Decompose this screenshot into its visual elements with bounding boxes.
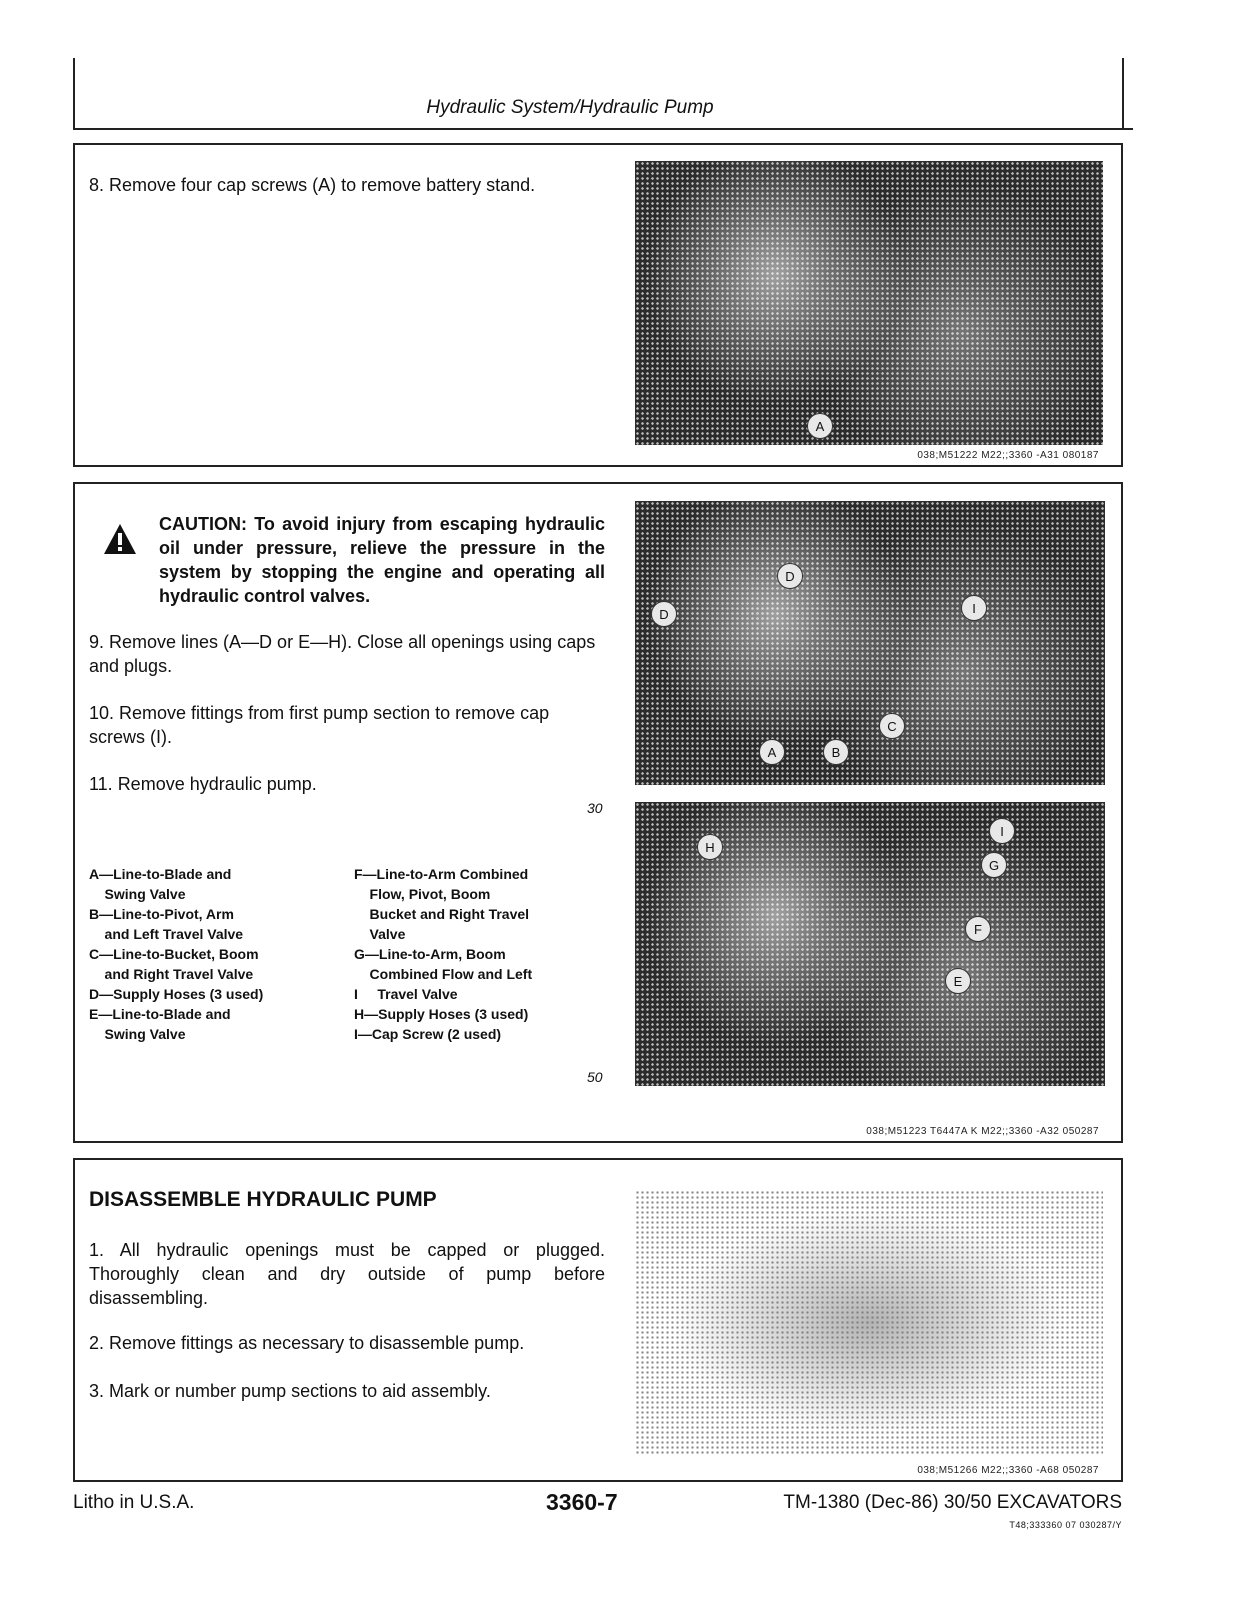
photo-code: 038;M51223 T6447A K M22;;3360 -A32 050287 — [866, 1126, 1099, 1137]
legend-line: Swing Valve — [89, 1026, 186, 1042]
legend-line: I Travel Valve — [354, 986, 458, 1002]
photo-code: 038;M51266 M22;;3360 -A68 050287 — [917, 1465, 1099, 1476]
page-number: 3360-7 — [546, 1489, 618, 1515]
pump-lines-photo-bottom — [635, 802, 1105, 1086]
disassemble-step-1: 1. All hydraulic openings must be capped or plugged. Thoroughly clean and dry outside of pump before disassembling. — [89, 1240, 605, 1308]
header-left-rule — [73, 58, 75, 130]
disassemble-step-3: 3. Mark or number pump sections to aid assembly. — [89, 1381, 491, 1401]
warning-triangle-icon — [103, 522, 137, 556]
legend-line: F—Line-to-Arm Combined — [354, 866, 529, 882]
caution-text: CAUTION: To avoid injury from escaping hydraulic oil under pressure, relieve the pressure in the system by stopping the engine and operating all hydraulic control valves. — [159, 514, 605, 606]
legend-line: Swing Valve — [89, 886, 186, 902]
pump-lines-photo-top — [635, 501, 1105, 785]
step-9-text: 9. Remove lines (A—D or E—H). Close all openings using caps and plugs. — [89, 632, 596, 676]
legend-line: B—Line-to-Pivot, Arm — [89, 906, 234, 922]
callout-d: D — [651, 601, 677, 627]
legend-line: and Right Travel Valve — [89, 966, 254, 982]
disassemble-step-2: 2. Remove fittings as necessary to disassemble pump. — [89, 1333, 525, 1353]
legend-line: E—Line-to-Blade and — [89, 1006, 231, 1022]
legend-left — [89, 864, 263, 1044]
section-heading: DISASSEMBLE HYDRAULIC PUMP — [89, 1188, 437, 1211]
legend-line: and Left Travel Valve — [89, 926, 244, 942]
footer-code: T48;333360 07 030287/Y — [1009, 1520, 1122, 1530]
legend-right — [354, 864, 532, 1044]
step-10-text: 10. Remove fittings from first pump section to remove cap screws (I). — [89, 703, 550, 747]
legend-line: Flow, Pivot, Boom — [354, 886, 491, 902]
panel-disassemble — [73, 1158, 1123, 1482]
legend-line: I—Cap Screw (2 used) — [354, 1026, 502, 1042]
legend-line: C—Line-to-Bucket, Boom — [89, 946, 259, 962]
header-rule — [73, 128, 1133, 130]
callout-h: H — [697, 834, 723, 860]
callout-d: D — [777, 563, 803, 589]
legend-line: Bucket and Right Travel — [354, 906, 530, 922]
legend-line: Combined Flow and Left — [354, 966, 533, 982]
callout-e: E — [945, 968, 971, 994]
footer-litho: Litho in U.S.A. — [73, 1492, 195, 1513]
legend-line: H—Supply Hoses (3 used) — [354, 1006, 529, 1022]
callout-g: G — [981, 852, 1007, 878]
callout-c: C — [879, 713, 905, 739]
callout-i: I — [961, 595, 987, 621]
callout-b: B — [823, 739, 849, 765]
hydraulic-pump-photo — [635, 1190, 1103, 1455]
panel-steps-9-11 — [73, 482, 1123, 1143]
legend-line: G—Line-to-Arm, Boom — [354, 946, 506, 962]
step-8-text: 8. Remove four cap screws (A) to remove battery stand. — [89, 175, 536, 195]
legend-line: D—Supply Hoses (3 used) — [89, 986, 264, 1002]
photo-code: 038;M51222 M22;;3360 -A31 080187 — [917, 450, 1099, 461]
callout-f: F — [965, 916, 991, 942]
legend-line: Valve — [354, 926, 406, 942]
footer-manual: TM-1380 (Dec-86) 30/50 EXCAVATORS — [783, 1492, 1122, 1513]
step-11-text: 11. Remove hydraulic pump. — [89, 774, 317, 794]
callout-i: I — [989, 818, 1015, 844]
header-right-rule — [1122, 58, 1124, 130]
page-header-title: Hydraulic System/Hydraulic Pump — [426, 97, 714, 118]
battery-stand-photo — [635, 161, 1103, 445]
panel-step-8 — [73, 143, 1123, 467]
callout-a: A — [807, 413, 833, 439]
legend-line: A—Line-to-Blade and — [89, 866, 232, 882]
mark-50: 50 — [587, 1069, 603, 1085]
callout-a: A — [759, 739, 785, 765]
mark-30: 30 — [587, 800, 603, 816]
